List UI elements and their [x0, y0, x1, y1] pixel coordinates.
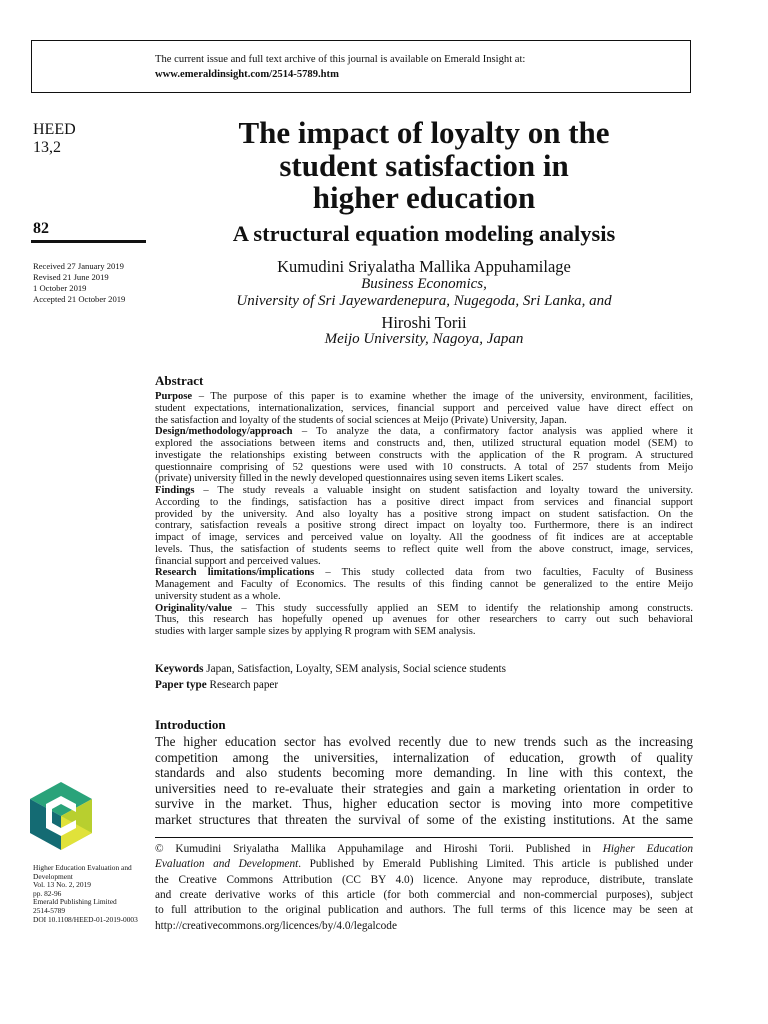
license-text-part: Higher Education: [602, 843, 693, 855]
abstract-line-text: According to the findings, satisfaction has a positive direct impact from services and financial support: [155, 496, 693, 508]
license-line: [155, 903, 693, 918]
abstract-line-text: impact of image, services and perceived value on loyalty. All the goodness of fit indices are at acceptable: [155, 532, 693, 543]
keywords-label: Keywords: [155, 663, 204, 675]
header-availability-text: The current issue and full text archive of this journal is available on Emerald Insight at:: [155, 54, 526, 65]
abstract-line: [155, 462, 693, 474]
abstract-line-text: – This study collected data from two faculties, Faculty of Business: [314, 567, 693, 579]
abstract-line: [155, 591, 693, 603]
abstract-line-text: provided by the university. And also loyalty has a positive strong impact on student satisfaction. On the: [155, 508, 693, 520]
abstract-line-text: questionnaire comprising of 52 questions were used with 10 constructs. A total of 257 students from Meijo: [155, 461, 693, 473]
abstract-line: [155, 473, 693, 485]
abstract-line: [155, 403, 693, 415]
abstract-line-text: levels. Thus, the satisfaction of students seems to reflect quite well from the above construct, image, services,: [155, 543, 693, 555]
abstract-line: [155, 567, 693, 579]
date-received: Received 27 January 2019: [33, 261, 124, 271]
license-text-part: . Published by Emerald Publishing Limited. This article is published under: [298, 858, 693, 871]
abstract-section-label: Findings: [155, 485, 195, 496]
abstract-line-text: studies with larger sample sizes by applying R program with SEM analysis.: [155, 626, 476, 637]
page-number-rule: [31, 240, 146, 243]
license-text-part: the Creative Commons Attribution (CC BY 4.0) licence. Anyone may reproduce, distribute, translate: [155, 873, 693, 886]
introduction-line: competition among the universities, internalization of education, growth of quality: [155, 749, 693, 765]
abstract-line: [155, 497, 693, 509]
abstract-line-text: explored the associations between items and constructs and, then, utilized structural equation model (SEM) to: [155, 438, 693, 449]
header-url-link[interactable]: www.emeraldinsight.com/2514-5789.htm: [155, 69, 339, 80]
date-revised: Revised 21 June 2019: [33, 272, 109, 282]
license-line: [155, 888, 693, 903]
license-text-part: © Kumudini Sriyalatha Mallika Appuhamilage and Hiroshi Torii. Published in: [155, 843, 603, 855]
abstract-line-text: university student as a whole.: [155, 590, 281, 602]
paper-type: [155, 679, 278, 691]
date-revised-2: 1 October 2019: [33, 283, 87, 293]
abstract-line-text: – The purpose of this paper is to examine whether the image of the university, environment, facilities,: [192, 391, 693, 402]
abstract-line-text: – To analyze the data, a confirmatory factor analysis was applied where it: [292, 426, 693, 438]
abstract-line: [155, 415, 693, 427]
abstract-line: [155, 426, 693, 438]
abstract-line: [155, 485, 693, 497]
paper-type-label: Paper type: [155, 679, 207, 691]
abstract-line: [155, 544, 693, 556]
abstract-line: [155, 532, 693, 544]
journal-abbreviation: HEED: [33, 121, 76, 138]
keywords: [155, 663, 506, 675]
keywords-text: Japan, Satisfaction, Loyalty, SEM analysis, Social science students: [203, 663, 507, 675]
citation-line: Development: [33, 871, 73, 881]
date-accepted: Accepted 21 October 2019: [33, 294, 126, 304]
author-name: Kumudini Sriyalatha Mallika Appuhamilage: [277, 257, 571, 276]
abstract-line: [155, 450, 693, 462]
abstract-line: [155, 509, 693, 521]
introduction-line: survive in the market. Thus, higher education sector is moving into more competitive: [155, 796, 693, 812]
abstract-line: [155, 391, 693, 403]
abstract-line-text: student expectations, internationalization, services, financial support and perceived value have direct effect on: [155, 402, 693, 414]
abstract-line-text: (private) university filled in the newly developed questionnaires using seven items Likert scales.: [155, 473, 564, 485]
abstract-line: [155, 556, 693, 568]
introduction-line: standards and also students becoming more demanding. In line with this context, the: [155, 765, 693, 781]
abstract-line: [155, 626, 693, 638]
license-line[interactable]: [155, 919, 397, 934]
emerald-logo-icon: [30, 782, 92, 850]
abstract-section-label: Design/methodology/approach: [155, 426, 293, 438]
title-line: student satisfaction in: [279, 147, 569, 183]
license-line: [155, 842, 693, 857]
journal-volume: 13,2: [33, 139, 61, 156]
introduction-line: market structures that threaten the survival of some of the existing institutions. At the same: [155, 812, 693, 827]
citation-line: Vol. 13 No. 2, 2019: [33, 880, 91, 890]
abstract-line: [155, 579, 693, 591]
license-line: [155, 873, 693, 888]
paper-type-text: Research paper: [206, 679, 279, 691]
abstract-line-text: Management and Faculty of Economics. The results of this finding cannot be generalized to the entire Meijo: [155, 579, 693, 590]
license-rule: [155, 837, 693, 838]
introduction-line: universities need to re-evaluate their strategies and gain a marketing orientation in order to: [155, 780, 693, 796]
license-text-part: http://creativecommons.org/licences/by/4.0/legalcode: [155, 919, 397, 932]
header-box: [31, 40, 691, 93]
abstract-line-text: financial support and perceived values.: [155, 555, 321, 567]
citation-line: pp. 82-96: [33, 888, 62, 898]
abstract-line: [155, 520, 693, 532]
author-affiliation: University of Sri Jayewardenepura, Nugegoda, Sri Lanka, and: [236, 293, 612, 309]
article-title: [150, 117, 698, 215]
title-line: higher education: [312, 180, 536, 215]
abstract-line-text: investigate the relationships existing between constructs with the application of the R program. A structured: [155, 449, 693, 461]
page-number: 82: [33, 220, 49, 237]
article-subtitle: A structural equation modeling analysis: [232, 221, 616, 246]
abstract-heading: Abstract: [155, 373, 204, 388]
author-name: Hiroshi Torii: [381, 313, 467, 332]
abstract-line: [155, 614, 693, 626]
license-line: [155, 857, 693, 872]
introduction-heading: Introduction: [155, 717, 226, 732]
introduction-line: The higher education sector has evolved recently due to new trends such as the increasing: [155, 734, 693, 749]
citation-line: 2514-5789: [33, 906, 66, 915]
abstract-line-text: contrary, satisfaction reveals a positive strong direct impact on loyalty too. Furthermore, there is an indirect: [155, 520, 693, 532]
author-affiliation: Business Economics,: [361, 276, 487, 292]
abstract-line-text: Thus, this research has hopefully opened up avenues for other researchers to carry out such behavioral: [155, 614, 693, 626]
abstract-line-text: the satisfaction and loyalty of the students of social sciences at Meijo (Private) University, Japan.: [155, 414, 567, 426]
abstract-line: [155, 603, 693, 615]
abstract-section-label: Originality/value: [155, 602, 233, 614]
citation-line: Higher Education Evaluation and: [33, 863, 132, 872]
abstract-line-text: – This study successfully applied an SEM to identify the relationship among constructs.: [232, 602, 693, 614]
license-text-part: Evaluation and Development: [155, 858, 299, 871]
license-text-part: to full attribution to the original publication and authors. The full terms of this licence may be seen at: [155, 904, 693, 917]
title-line: The impact of loyalty on the: [238, 115, 610, 150]
license-text-part: and create derivative works of this article (for both commercial and non-commercial purposes), subject: [155, 888, 693, 901]
abstract-line-text: – The study reveals a valuable insight on student satisfaction and loyalty toward the university.: [194, 485, 693, 496]
citation-line: DOI 10.1108/HEED-01-2019-0003: [33, 914, 138, 924]
abstract-section-label: Research limitations/implications: [155, 567, 315, 579]
abstract-line: [155, 438, 693, 450]
abstract-section-label: Purpose: [155, 391, 193, 402]
author-affiliation: Meijo University, Nagoya, Japan: [324, 331, 524, 347]
citation-line: Emerald Publishing Limited: [33, 897, 117, 907]
